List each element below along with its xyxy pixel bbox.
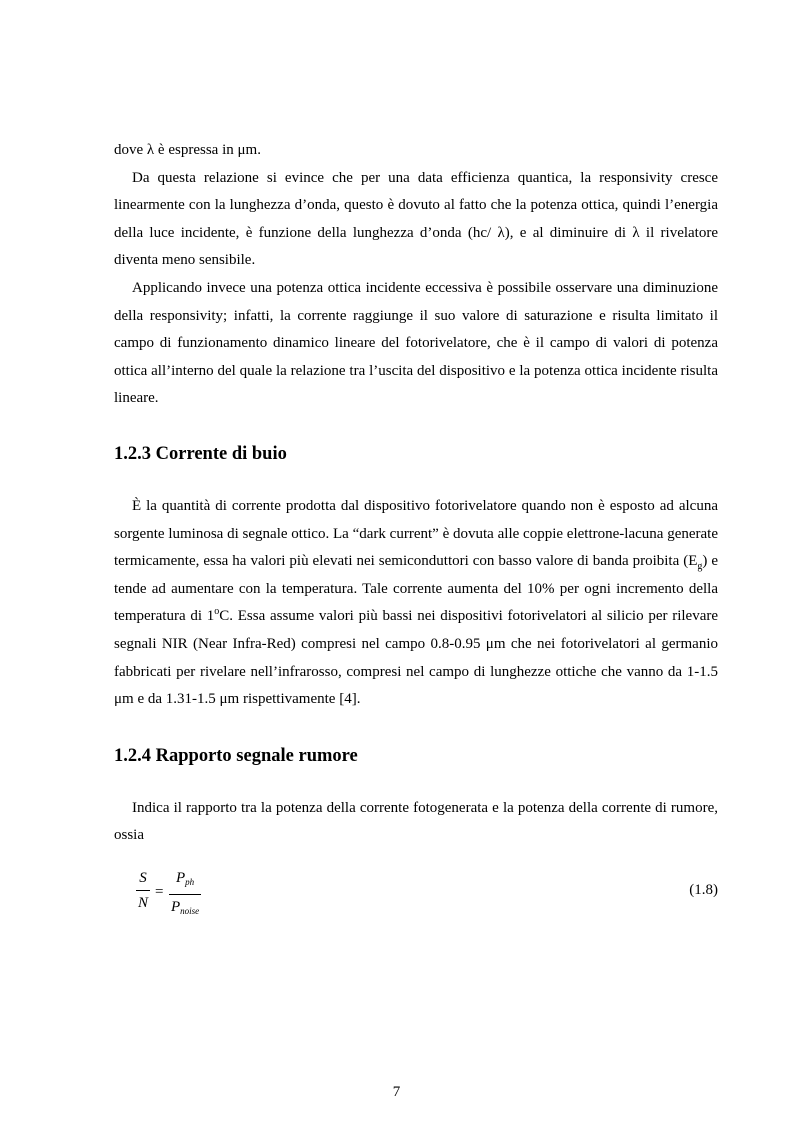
page-number: 7	[392, 1084, 401, 1100]
paragraph-dark-current	[114, 493, 718, 714]
fraction-denominator-n: N	[138, 894, 149, 911]
fraction-numerator-s: S	[139, 869, 147, 886]
equals-sign: =	[155, 883, 164, 900]
dark-current-text-b: ) e tende ad aumentare con la temperatura. Tale corrente aumenta del 10% per ogni incremento della temperatura di 1	[114, 553, 719, 625]
power-symbol-ph: P	[176, 869, 186, 886]
page-body	[114, 137, 718, 929]
bandgap-subscript: g	[697, 561, 703, 573]
subscript-ph: ph	[185, 876, 195, 887]
equation-1-8	[114, 869, 718, 929]
fraction-bar	[136, 890, 150, 891]
dark-current-text-a: È la quantità di corrente prodotta dal dispositivo fotorivelatore quando non è esposto ad alcuna sorgente luminosa di segnale ottico. La “dark current” è dovuta alle coppie elettrone-lacuna generate termicamente, essa ha valori più elevati nei semiconduttori con basso valore di banda proibita (E	[114, 497, 718, 570]
power-symbol-noise: P	[171, 898, 181, 915]
section-heading-rapporto-segnale-rumore: 1.2.4 Rapporto segnale rumore	[114, 745, 358, 766]
fraction-power-ratio	[169, 869, 201, 920]
fraction-bar	[169, 894, 201, 895]
equation-number: (1.8)	[689, 881, 718, 898]
fraction-numerator-pph	[174, 869, 196, 891]
intro-line: dove λ è espressa in μm.	[114, 142, 261, 158]
section-heading-corrente-di-buio: 1.2.3 Corrente di buio	[114, 443, 287, 464]
fraction-denominator-pnoise	[169, 898, 201, 920]
paragraph-responsivity: Da questa relazione si evince che per una data efficienza quantica, la responsivity cresce linearmente con la lunghezza d’onda, questo è dovuto al fatto che la potenza ottica, quindi l’energia della luce incidente, è funzione della lunghezza d’onda (hc/ λ), e al diminuire di λ il rivelatore diventa meno sensibile.	[114, 169, 718, 269]
fraction-s-over-n	[136, 869, 150, 912]
dark-current-text-c: C. Essa assume valori più bassi nei dispositivi fotorivelatori al silicio per rilevare segnali NIR (Near Infra-Red) compresi nel campo 0.8-0.95 μm che nei fotorivelatori al germanio fabbricati per rivelare nell’infrarosso, compresi nel campo di lunghezze ottiche che vanno da 1-1.5 μm e da 1.31-1.5 μm rispettivamente [4].	[114, 608, 719, 708]
paragraph-saturation: Applicando invece una potenza ottica incidente eccessiva è possibile osservare una diminuzione della responsivity; infatti, la corrente raggiunge il suo valore di saturazione e risulta limitato il campo di funzionamento dinamico lineare del fotorivelatore, che è il campo di valori di potenza ottica all’interno del quale la relazione tra l’uscita del dispositivo e la potenza ottica incidente risulta lineare.	[114, 279, 718, 407]
degree-superscript: o	[214, 606, 220, 618]
subscript-noise: noise	[180, 905, 200, 916]
paragraph-snr: Indica il rapporto tra la potenza della corrente fotogenerata e la potenza della corrente di rumore, ossia	[114, 799, 718, 844]
